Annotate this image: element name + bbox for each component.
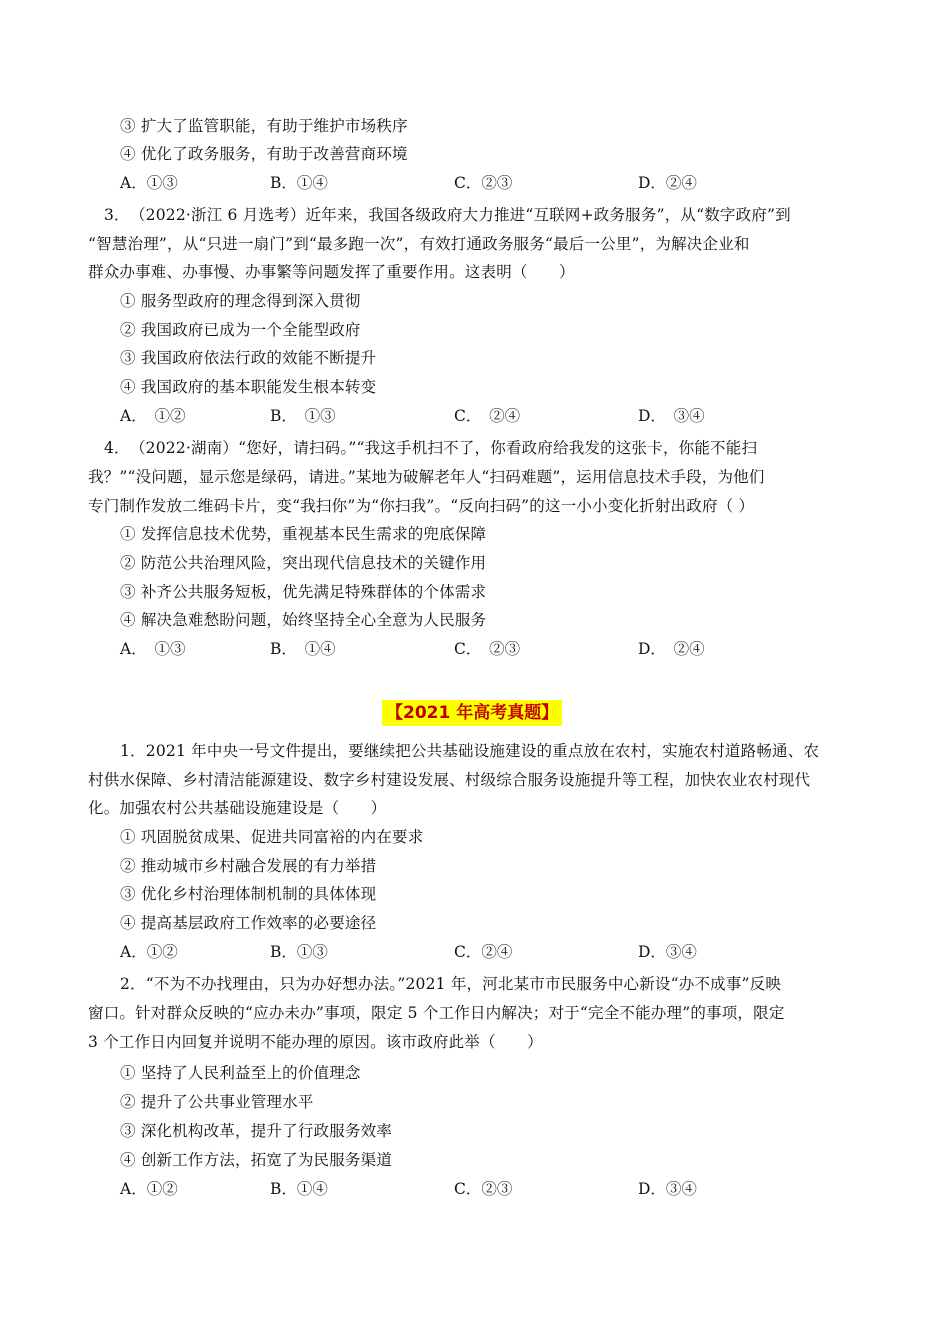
statement-1: ① 服务型政府的理念得到深入贯彻 bbox=[120, 292, 361, 310]
statement-4: ④ 创新工作方法，拓宽了为民服务渠道 bbox=[120, 1151, 393, 1169]
statement-4: ④ 提高基层政府工作效率的必要途径 bbox=[120, 914, 377, 932]
option-b: B．①④ bbox=[270, 174, 328, 192]
option-a: A．①③ bbox=[120, 174, 178, 192]
statement-2: ② 提升了公共事业管理水平 bbox=[120, 1093, 314, 1111]
statement-2: ② 我国政府已成为一个全能型政府 bbox=[120, 321, 361, 339]
statement-3: ③ 扩大了监管职能，有助于维护市场秩序 bbox=[120, 117, 408, 135]
answer-options bbox=[120, 406, 840, 426]
option-b: B． ①④ bbox=[270, 640, 336, 658]
question-1-line-1: 1．2021 年中央一号文件提出，要继续把公共基础设施建设的重点放在农村，实施农村道路畅通、农 bbox=[120, 742, 820, 760]
answer-options bbox=[120, 173, 840, 193]
statement-1: ① 巩固脱贫成果、促进共同富裕的内在要求 bbox=[120, 828, 424, 846]
option-b: B．①④ bbox=[270, 1180, 328, 1198]
statement-4: ④ 我国政府的基本职能发生根本转变 bbox=[120, 378, 377, 396]
statement-3: ③ 我国政府依法行政的效能不断提升 bbox=[120, 349, 377, 367]
question-1-line-3: 化。加强农村公共基础设施建设是（ ） bbox=[88, 799, 387, 817]
question-2-line-3: 3 个工作日内回复并说明不能办理的原因。该市政府此举（ ） bbox=[88, 1033, 543, 1051]
answer-options bbox=[120, 942, 840, 962]
question-4-line-2: 我？”“没问题，显示您是绿码，请进。”某地为破解老年人“扫码难题”，运用信息技术手段，为他们 bbox=[88, 468, 765, 486]
question-1-line-2: 村供水保障、乡村清洁能源建设、数字乡村建设发展、村级综合服务设施提升等工程，加快农业农村现代 bbox=[88, 771, 811, 789]
question-2-line-1: 2．“不为不办找理由，只为办好想办法。”2021 年，河北某市市民服务中心新设“办不成事”反映 bbox=[120, 975, 782, 993]
option-a: A． ①③ bbox=[120, 640, 186, 658]
option-b: B．①③ bbox=[270, 943, 328, 961]
statement-2: ② 推动城市乡村融合发展的有力举措 bbox=[120, 857, 377, 875]
option-c: C．②④ bbox=[454, 943, 513, 961]
answer-options bbox=[120, 639, 840, 659]
option-c: C．②③ bbox=[454, 174, 513, 192]
question-3-line-2: “智慧治理”，从“只进一扇门”到“最多跑一次”，有效打通政务服务“最后一公里”，为解决企业和 bbox=[88, 235, 750, 253]
option-c: C．②③ bbox=[454, 1180, 513, 1198]
question-2-line-2: 窗口。针对群众反映的“应办未办”事项，限定 5 个工作日内解决；对于“完全不能办理”的事项，限定 bbox=[88, 1004, 785, 1022]
option-d: D． ③④ bbox=[638, 407, 705, 425]
question-3-line-1: 3． （2022·浙江 6 月选考）近年来，我国各级政府大力推进“互联网+政务服务”，从“数字政府”到 bbox=[104, 206, 791, 224]
option-c: C． ②④ bbox=[454, 407, 521, 425]
statement-1: ① 坚持了人民利益至上的价值理念 bbox=[120, 1064, 361, 1082]
statement-3: ③ 补齐公共服务短板，优先满足特殊群体的个体需求 bbox=[120, 583, 487, 601]
answer-options bbox=[120, 1179, 840, 1199]
question-4-line-1: 4． （2022·湖南）“您好，请扫码。”“我这手机扫不了，你看政府给我发的这张卡，你能不能扫 bbox=[104, 439, 758, 457]
section-heading: 【2021 年高考真题】 bbox=[382, 700, 562, 726]
statement-3: ③ 深化机构改革，提升了行政服务效率 bbox=[120, 1122, 393, 1140]
statement-1: ① 发挥信息技术优势，重视基本民生需求的兜底保障 bbox=[120, 525, 487, 543]
statement-2: ② 防范公共治理风险，突出现代信息技术的关键作用 bbox=[120, 554, 487, 572]
statement-4: ④ 优化了政务服务，有助于改善营商环境 bbox=[120, 145, 408, 163]
statement-4: ④ 解决急难愁盼问题，始终坚持全心全意为人民服务 bbox=[120, 611, 487, 629]
option-d: D．②④ bbox=[638, 174, 697, 192]
option-a: A． ①② bbox=[120, 407, 186, 425]
question-4-line-3: 专门制作发放二维码卡片，变“我扫你”为“你扫我”。“反向扫码”的这一小小变化折射出政府（ ） bbox=[88, 497, 755, 515]
option-a: A．①② bbox=[120, 1180, 178, 1198]
option-d: D．③④ bbox=[638, 943, 697, 961]
option-a: A．①② bbox=[120, 943, 178, 961]
statement-3: ③ 优化乡村治理体制机制的具体体现 bbox=[120, 885, 377, 903]
option-d: D．③④ bbox=[638, 1180, 697, 1198]
option-d: D． ②④ bbox=[638, 640, 705, 658]
option-b: B． ①③ bbox=[270, 407, 336, 425]
option-c: C． ②③ bbox=[454, 640, 521, 658]
question-3-line-3: 群众办事难、办事慢、办事繁等问题发挥了重要作用。这表明（ ） bbox=[88, 263, 575, 281]
